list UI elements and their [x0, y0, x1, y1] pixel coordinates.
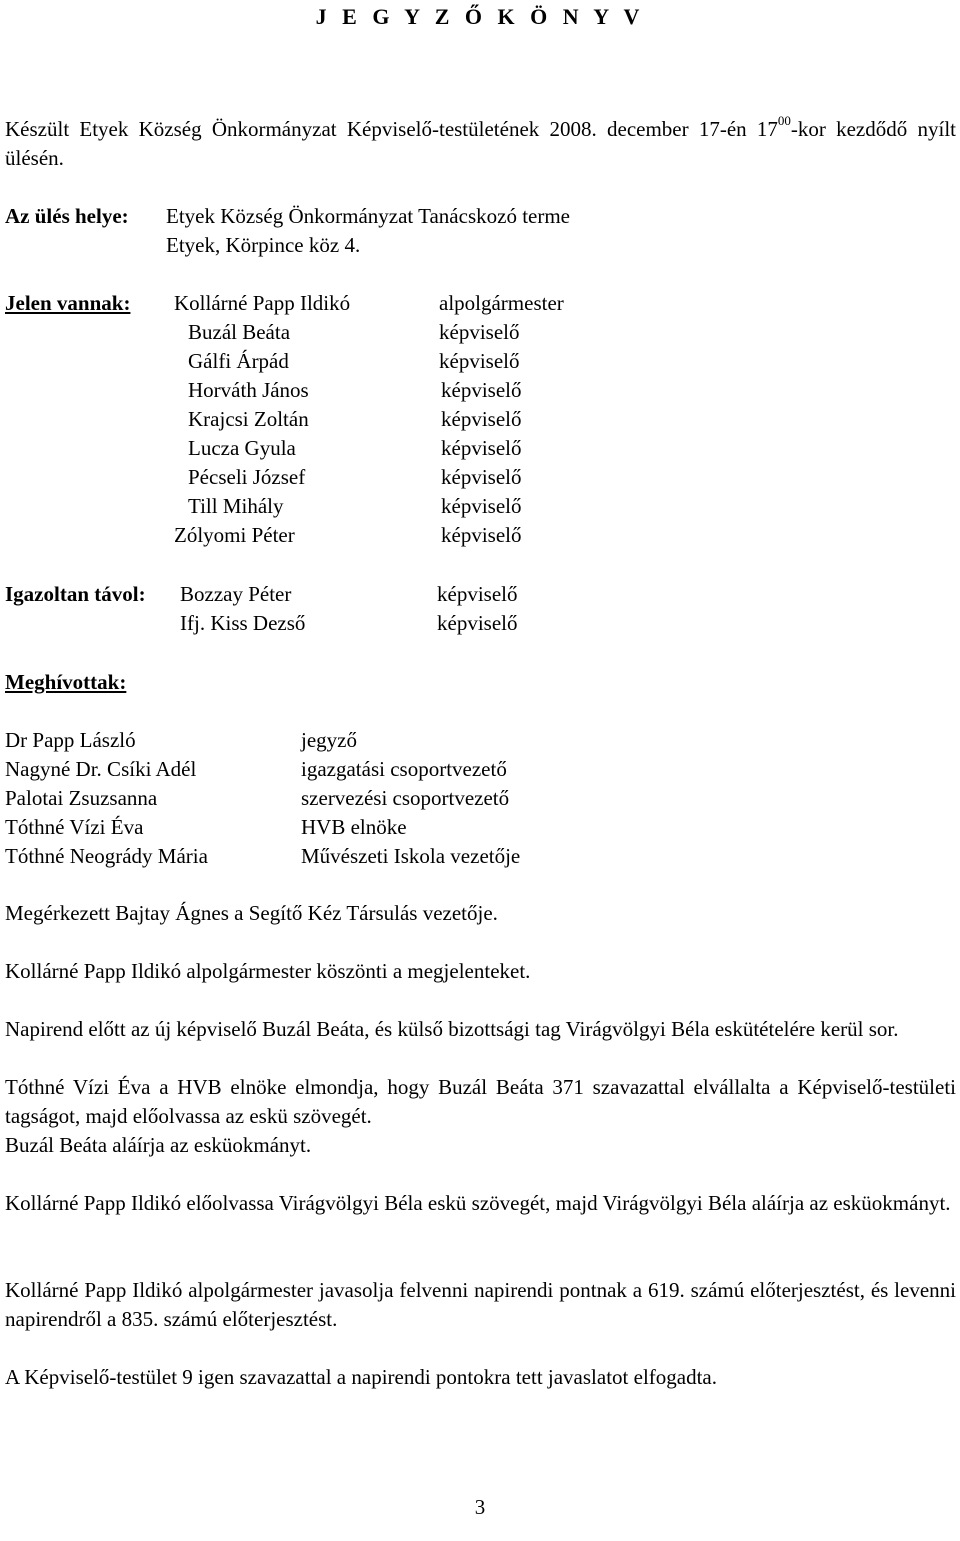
guest-role: jegyző — [301, 728, 357, 752]
member-name: Buzál Beáta — [188, 320, 291, 344]
member-role: képviselő — [441, 436, 522, 460]
present-list — [0, 289, 960, 550]
member-role: alpolgármester — [439, 291, 564, 315]
guest-role: HVB elnöke — [301, 815, 407, 839]
guest-name: Tóthné Neogrády Mária — [5, 844, 208, 868]
list-item — [0, 521, 960, 550]
member-name: Krajcsi Zoltán — [188, 407, 309, 431]
invited-label: Meghívottak: — [5, 670, 127, 694]
venue-line-2: Etyek, Körpince köz 4. — [166, 233, 361, 257]
member-role: képviselő — [441, 378, 522, 402]
list-item — [0, 726, 960, 755]
member-name: Lucza Gyula — [188, 436, 296, 460]
venue-label: Az ülés helye: — [5, 204, 129, 228]
paragraph-hvb-report: Tóthné Vízi Éva a HVB elnöke elmondja, hogy Buzál Beáta 371 szavazattal elvállalta a Képviselő-testületi tagságot, majd előolvassa az eskü szövegét. — [5, 1075, 956, 1128]
guest-name: Palotai Zsuzsanna — [5, 786, 158, 810]
member-name: Pécseli József — [188, 465, 306, 489]
intro-text-end: -kor kezdődő nyílt ülésén. — [5, 117, 956, 170]
paragraph-greeting: Kollárné Papp Ildikó alpolgármester köszönti a megjelenteket. — [5, 959, 531, 983]
member-role: képviselő — [441, 465, 522, 489]
member-name: Kollárné Papp Ildikó — [174, 291, 351, 315]
paragraph-oath-intro: Napirend előtt az új képviselő Buzál Beáta, és külső bizottsági tag Virágvölgyi Béla eskütételére kerül sor. — [5, 1017, 899, 1041]
member-name: Till Mihály — [188, 494, 284, 518]
guest-name: Dr Papp László — [5, 728, 136, 752]
intro-time-superscript: 00 — [777, 113, 791, 128]
list-item — [0, 755, 960, 784]
absent-label: Igazoltan távol: — [5, 582, 146, 606]
list-item — [0, 813, 960, 842]
member-role: képviselő — [439, 320, 520, 344]
invited-list — [0, 726, 960, 871]
paragraph-agenda-proposal: Kollárné Papp Ildikó alpolgármester javasolja felvenni napirendi pontnak a 619. számú előterjesztést, és levenni napirendről a 835. számú előterjesztést. — [5, 1278, 956, 1331]
paragraph-arrival: Megérkezett Bajtay Ágnes a Segítő Kéz Társulás vezetője. — [5, 901, 498, 925]
guest-role: igazgatási csoportvezető — [301, 757, 507, 781]
member-name: Horváth János — [188, 378, 309, 402]
venue-line-1: Etyek Község Önkormányzat Tanácskozó terme — [166, 204, 570, 228]
paragraph-second-oath: Kollárné Papp Ildikó előolvassa Virágvölgyi Béla eskü szövegét, majd Virágvölgyi Béla aláírja az esküokmányt. — [5, 1191, 951, 1215]
member-name: Ifj. Kiss Dezső — [180, 611, 306, 635]
list-item — [0, 318, 960, 347]
document-title: J E G Y Z Ő K Ö N Y V — [315, 4, 645, 29]
absent-list — [0, 580, 960, 638]
member-name: Bozzay Péter — [180, 582, 292, 606]
list-item — [0, 376, 960, 405]
list-item — [0, 405, 960, 434]
guest-name: Nagyné Dr. Csíki Adél — [5, 757, 197, 781]
intro-paragraph — [5, 115, 956, 173]
member-name: Gálfi Árpád — [188, 349, 289, 373]
member-role: képviselő — [437, 611, 518, 635]
list-item — [0, 784, 960, 813]
list-item — [0, 347, 960, 376]
member-name: Zólyomi Péter — [174, 523, 295, 547]
list-item — [0, 609, 960, 638]
member-role: képviselő — [441, 407, 522, 431]
list-item — [0, 463, 960, 492]
list-item — [0, 289, 960, 318]
paragraph-vote-result: A Képviselő-testület 9 igen szavazattal a napirendi pontokra tett javaslatot elfogadta. — [5, 1365, 718, 1389]
page-number: 3 — [474, 1495, 486, 1519]
member-role: képviselő — [439, 349, 520, 373]
guest-role: szervezési csoportvezető — [301, 786, 510, 810]
member-role: képviselő — [437, 582, 518, 606]
intro-text: Készült Etyek Község Önkormányzat Képviselő-testületének 2008. december 17-én 17 — [5, 117, 778, 141]
guest-role: Művészeti Iskola vezetője — [301, 844, 521, 868]
present-label: Jelen vannak: — [5, 291, 131, 315]
list-item — [0, 492, 960, 521]
member-role: képviselő — [441, 523, 522, 547]
list-item — [0, 842, 960, 871]
member-role: képviselő — [441, 494, 522, 518]
paragraph-oath-signed: Buzál Beáta aláírja az esküokmányt. — [5, 1133, 312, 1157]
list-item — [0, 434, 960, 463]
guest-name: Tóthné Vízi Éva — [5, 815, 144, 839]
list-item — [0, 580, 960, 609]
